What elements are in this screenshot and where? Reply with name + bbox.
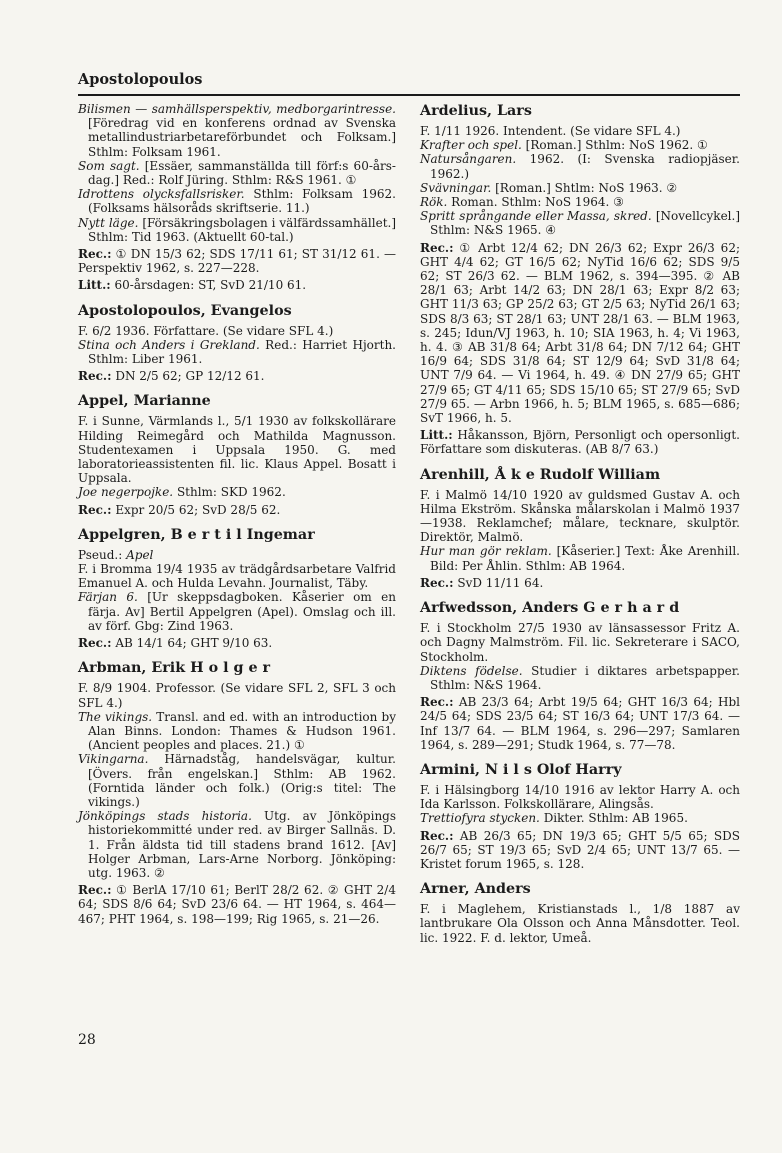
work-title: Trettiofyra stycken. <box>420 811 540 826</box>
entry-bio: F. i Hälsingborg 14/10 1916 av lektor Harry A. och Ida Karlsson. Folkskollärare, Alingsås. <box>420 782 740 812</box>
work-item <box>78 485 396 499</box>
work-item <box>78 338 396 366</box>
work-title: Vikingarna. <box>78 752 149 767</box>
work-item <box>420 811 740 825</box>
literature-text: Håkansson, Björn, Personligt och opersonligt. Författare som diskuteras. (AB 8/7 63.) <box>420 428 740 457</box>
literature-text: 60-årsdagen: ST, SvD 21/10 61. <box>110 278 307 293</box>
reviews-text: AB 26/3 65; DN 19/3 65; GHT 5/5 65; SDS 26/7 65; ST 19/3 65; SvD 2/4 65; UNT 13/7 65. — Kristet forum 1965, s. 128. <box>420 828 740 871</box>
entry-arfwedsson <box>420 599 740 752</box>
work-title: Nytt läge. <box>78 215 139 230</box>
entry-heading: Armini, N i l s Olof Harry <box>420 761 622 778</box>
entry-appelgren <box>78 526 396 650</box>
reviews <box>78 636 396 650</box>
reviews <box>78 883 396 926</box>
entry-arner <box>420 880 740 945</box>
work-details: Utg. av Jönköpings historiekommitté under red. av Birger Sallnäs. D. 1. Från äldsta tid till stadens brand 1612. [Av] Holger Arbman, Lars-Arne Norborg. Jönköping: utg. 1963. ② <box>88 809 397 880</box>
reviews-text: AB 23/3 64; Arbt 19/5 64; GHT 16/3 64; Hbl 24/5 64; SDS 23/5 64; ST 16/3 64; UNT 17/3 64. — Inf 13/7 64. — BLM 1964, s. 296—297; Samlaren 1964, s. 289—291; Studk 1964, s. 77—78. <box>420 695 740 752</box>
literature <box>420 428 740 456</box>
work-details: Härnadståg, handelsvägar, kultur. [Övers. från engelskan.] Sthlm: AB 1962. (Forntida länder och folk.) (Orig:s titel: The vikings.) <box>88 752 396 809</box>
work-details: [Roman.] Shtlm: NoS 1963. ② <box>491 180 678 195</box>
reviews <box>420 695 740 752</box>
work-item <box>420 138 740 152</box>
reviews-label: Rec.: <box>78 247 112 262</box>
work-details: [Roman.] Sthlm: NoS 1962. ① <box>521 138 708 153</box>
work-item <box>78 216 396 244</box>
work-title: Natursångaren. <box>420 152 517 167</box>
pseudonym-label: Pseud.: <box>78 547 127 562</box>
work-item <box>78 187 396 215</box>
reviews-label: Rec.: <box>78 502 112 517</box>
work-title: Bilismen — samhällsperspektiv, medborgarintresse. <box>78 102 396 116</box>
entry-bio: F. i Bromma 19/4 1935 av trädgårdsarbetare Valfrid Emanuel A. och Hulda Levahn. Journalist, Täby. <box>78 562 396 591</box>
entry-appel <box>78 392 396 516</box>
entry-bio: F. 8/9 1904. Professor. (Se vidare SFL 2, SFL 3 och SFL 4.) <box>78 681 396 710</box>
entry-bio: F. i Maglehem, Kristianstads l., 1/8 1887 av lantbrukare Ola Olsson och Anna Månsdotter. Teol. lic. 1922. F. d. lektor, Umeå. <box>420 902 740 945</box>
reviews-text: DN 2/5 62; GP 12/12 61. <box>111 369 265 384</box>
work-title: Som sagt. <box>78 158 140 173</box>
work-details: Sthlm: Folksam 1962. (Folksams hälsoråds skriftserie. 11.) <box>88 187 396 216</box>
reviews-label: Rec.: <box>420 240 454 255</box>
work-item <box>420 195 740 209</box>
work-item <box>420 664 740 692</box>
work-title: Diktens födelse. <box>420 663 523 678</box>
work-title: Krafter och spel. <box>420 138 522 153</box>
entry-ardelius <box>420 102 740 457</box>
work-item <box>78 590 396 633</box>
work-title: Färjan 6. <box>78 590 138 605</box>
reviews <box>78 503 396 517</box>
entry-arbman <box>78 659 396 925</box>
work-title: The vikings. <box>78 709 153 724</box>
work-item <box>420 544 740 572</box>
reviews-text: SvD 11/11 64. <box>453 575 544 590</box>
reviews <box>78 247 396 275</box>
work-details: Red.: Harriet Hjorth. Sthlm: Liber 1961. <box>88 337 396 367</box>
work-item <box>78 102 396 159</box>
page-number: 28 <box>78 1032 96 1048</box>
entry-bio: F. 1/11 1926. Intendent. (Se vidare SFL 4.) <box>420 124 681 138</box>
reviews-text: ① Arbt 12/4 62; DN 26/3 62; Expr 26/3 62; GHT 4/4 62; GT 16/5 62; NyTid 16/6 62; SDS 9/5 62; ST 26/3 62. — BLM 1962, s. 394—395. ② AB 28/1 63; Arbt 14/2 63; DN 28/1 63; Expr 8/2 63; GHT 11/3 63; GP 25/2 63; GT 2/5 63; NyTid 26/1 63; SDS 8/3 63; ST 28/1 63; UNT 28/1 63. — BLM 1963, s. 245; Idun/VJ 1963, h. 10; SIA 1963, h. 4; Vi 1963, h. 4. ③ AB 31/8 64; Arbt 31/8 64; DN 7/12 64; GHT 16/9 64; SDS 31/8 64; ST 12/9 64; SvD 31/8 64; UNT 7/9 64. — Vi 1964, h. 49. ④ DN 27/9 65; GHT 27/9 65; GT 4/11 65; SDS 15/10 65; ST 27/9 65; SvD 27/9 65. — Arbn 1966, h. 5; BLM 1965, s. 685—686; SvT 1966, h. 5. <box>420 240 740 426</box>
literature <box>78 278 396 292</box>
work-details: Studier i diktares arbetspapper. Sthlm: N&S 1964. <box>430 663 740 692</box>
work-item <box>420 181 740 195</box>
entry-heading: Arner, Anders <box>420 881 531 898</box>
reviews-text: Expr 20/5 62; SvD 28/5 62. <box>111 502 281 517</box>
work-details: Sthlm: SKD 1962. <box>173 485 286 500</box>
work-details: [Kåserier.] Text: Åke Arenhill. Bild: Per Åhlin. Sthlm: AB 1964. <box>430 544 740 573</box>
work-item <box>78 809 396 880</box>
entry-bio: F. i Malmö 14/10 1920 av guldsmed Gustav A. och Hilma Ekström. Skånska målarskolan i Malmö 1937—1938. Reklamchef; målare, tecknare, skulptör. Direktör, Malmö. <box>420 487 740 545</box>
entry-bio: F. i Stockholm 27/5 1930 av länsassessor Fritz A. och Dagny Malmström. Fil. lic. Sekreterare i SACO, Stockholm. <box>420 621 740 664</box>
entry-heading: Arenhill, Å k e Rudolf William <box>420 466 661 483</box>
right-column <box>420 102 740 954</box>
reviews-label: Rec.: <box>420 695 454 710</box>
work-details: Dikter. Sthlm: AB 1965. <box>539 811 688 826</box>
work-title: Stina och Anders i Grekland. <box>78 337 260 352</box>
reviews-label: Rec.: <box>420 575 454 590</box>
work-title: Svävningar. <box>420 180 492 195</box>
pseudonym <box>78 548 396 562</box>
pseudonym-value: Apel <box>126 547 154 562</box>
reviews <box>78 369 396 383</box>
work-details: Transl. and ed. with an introduction by Alan Binns. London: Thames & Hudson 1961. (Ancient peoples and places. 21.) ① <box>88 709 396 753</box>
work-details: [Essäer, sammanställda till förf:s 60-års-dag.] Red.: Rolf Jüring. Sthlm: R&S 1961. ① <box>88 158 396 188</box>
work-title: Spritt språngande eller Massa, skred. <box>420 209 652 224</box>
entry-heading: Ardelius, Lars <box>420 103 532 119</box>
running-head: Apostolopoulos <box>78 71 203 88</box>
entry-armini <box>420 761 740 871</box>
work-item <box>420 152 740 180</box>
work-item <box>78 159 396 187</box>
work-details: [Ur skeppsdagboken. Kåserier om en färja. Av] Bertil Appelgren (Apel). Omslag och ill. av förf. Gbg: Zind 1963. <box>88 590 396 633</box>
work-details: 1962. (I: Svenska radiopjäser. 1962.) <box>430 152 740 181</box>
work-title: Idrottens olycksfallsrisker. <box>78 187 245 202</box>
entry-heading: Appel, Marianne <box>78 393 211 410</box>
work-details: [Föredrag vid en konferens ordnad av Svenska metallindustriarbetareförbundet och Folksam.] Sthlm: Folksam 1961. <box>88 116 396 159</box>
entry-heading: Arfwedsson, Anders G e r h a r d <box>420 600 680 617</box>
work-title: Hur man gör reklam. <box>420 544 552 559</box>
entry-bio: F. i Sunne, Värmlands l., 5/1 1930 av folkskollärare Hilding Reimegård och Mathilda Magnusson. Studentexamen i Uppsala 1950. G. med laboratorieassistenten fil. lic. Klaus Appel. Bosatt i Uppsala. <box>78 414 396 486</box>
entry-continued <box>78 102 396 293</box>
reviews <box>420 576 740 590</box>
literature-label: Litt.: <box>78 278 111 293</box>
work-details: [Novellcykel.] Sthlm: N&S 1965. ④ <box>430 209 740 238</box>
work-title: Joe negerpojke. <box>78 485 174 500</box>
work-item <box>420 209 740 237</box>
reviews-label: Rec.: <box>78 369 112 384</box>
reviews <box>420 241 740 426</box>
reviews-text: AB 14/1 64; GHT 9/10 63. <box>111 636 273 651</box>
work-title: Rök. <box>420 195 448 210</box>
header-rule <box>78 94 740 96</box>
entry-apostolopoulos <box>78 302 396 384</box>
entry-heading: Apostolopoulos, Evangelos <box>78 302 292 319</box>
reviews-label: Rec.: <box>78 636 112 651</box>
literature-label: Litt.: <box>420 428 453 443</box>
entry-bio: F. 6/2 1936. Författare. (Se vidare SFL 4.) <box>78 323 334 338</box>
entry-heading: Appelgren, B e r t i l Ingemar <box>78 526 315 543</box>
reviews-text: ① DN 15/3 62; SDS 17/11 61; ST 31/12 61. — Perspektiv 1962, s. 227—228. <box>78 247 396 276</box>
work-details: [Försäkringsbolagen i välfärdssamhället.] Sthlm: Tid 1963. (Aktuellt 60-tal.) <box>88 215 397 244</box>
reviews-label: Rec.: <box>78 883 112 898</box>
entry-heading: Arbman, Erik H o l g e r <box>78 660 271 677</box>
left-column <box>78 102 396 935</box>
reviews-text: ① BerlA 17/10 61; BerlT 28/2 62. ② GHT 2/4 64; SDS 8/6 64; SvD 23/6 64. — HT 1964, s. 464—467; PHT 1964, s. 198—199; Rig 1965, s. 21—26. <box>78 883 396 926</box>
work-title: Jönköpings stads historia. <box>78 809 252 824</box>
reviews <box>420 829 740 872</box>
work-details: Roman. Sthlm: NoS 1964. ③ <box>447 195 624 210</box>
entry-arenhill <box>420 466 740 590</box>
work-item <box>78 752 396 809</box>
work-item <box>78 710 396 753</box>
reviews-label: Rec.: <box>420 828 454 843</box>
